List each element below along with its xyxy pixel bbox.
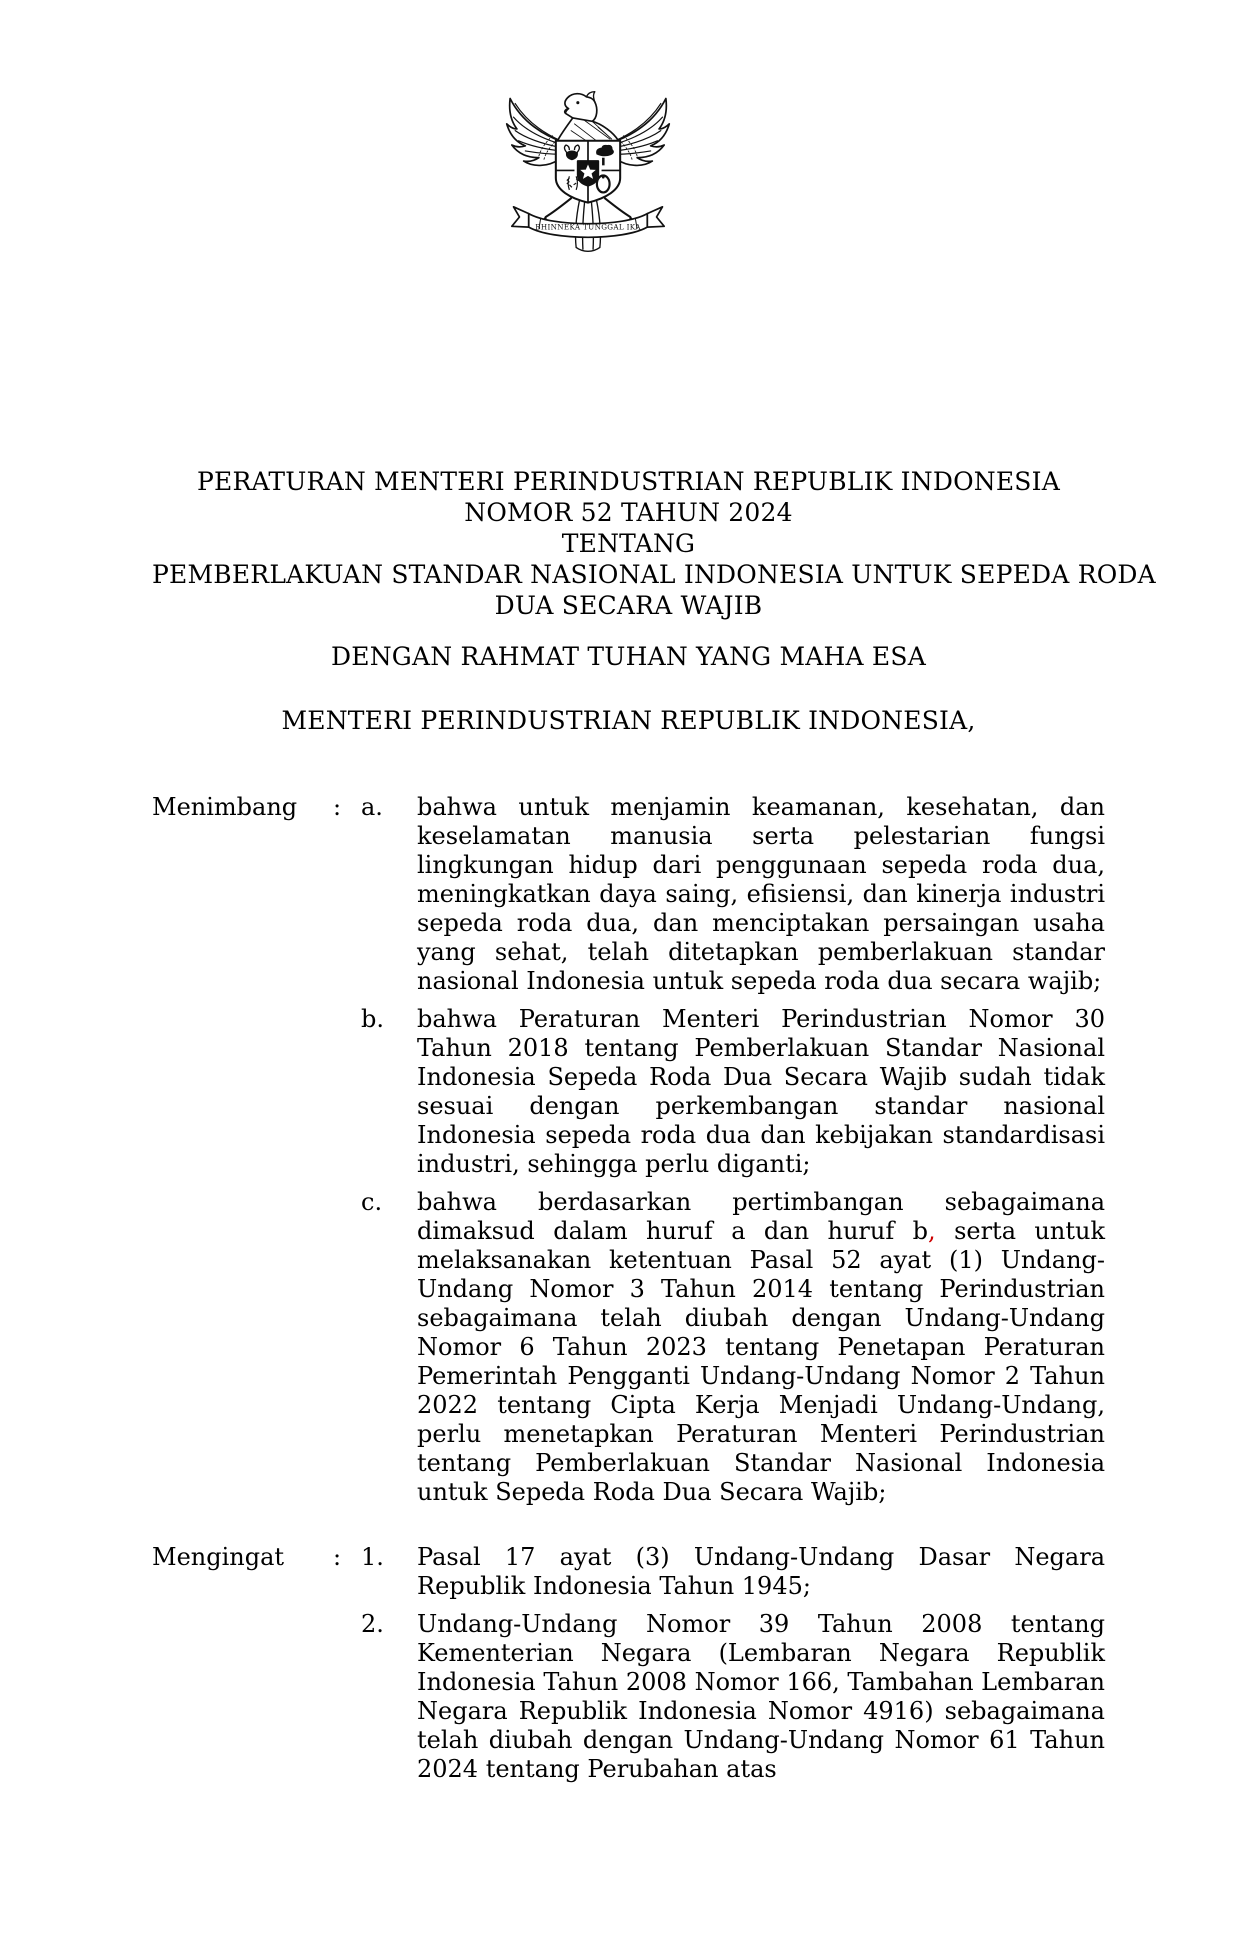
item-marker: a. xyxy=(361,793,383,821)
menimbang-label: Menimbang xyxy=(152,793,298,821)
menimbang-items xyxy=(361,793,1105,1507)
title-line-4: PEMBERLAKUAN STANDAR NASIONAL INDONESIA UNTUK SEPEDA RODA xyxy=(152,560,1156,589)
title-line-2: NOMOR 52 TAHUN 2024 xyxy=(464,498,793,527)
item-text: Pasal 17 ayat (3) Undang-Undang Dasar Negara Republik Indonesia Tahun 1945; xyxy=(417,1543,1105,1600)
title-line-3: TENTANG xyxy=(561,529,696,558)
item-marker: 2. xyxy=(361,1610,384,1638)
authority-line: MENTERI PERINDUSTRIAN REPUBLIK INDONESIA, xyxy=(281,706,976,735)
item-text-segment: bahwa berdasarkan pertimbangan sebagaimana dimaksud dalam huruf a dan huruf b xyxy=(417,1188,1105,1245)
title-line-5: DUA SECARA WAJIB xyxy=(494,591,763,620)
garuda-icon xyxy=(503,90,673,272)
red-comma: , xyxy=(928,1217,936,1245)
section-mengingat xyxy=(152,1543,1105,1784)
menimbang-item-b xyxy=(361,1005,1105,1179)
item-text xyxy=(417,1188,1105,1507)
section-menimbang xyxy=(152,793,1105,1507)
mengingat-items xyxy=(361,1543,1105,1784)
item-text: bahwa untuk menjamin keamanan, kesehatan, dan keselamatan manusia serta pelestarian fungsi lingkungan hidup dari penggunaan sepeda roda dua, meningkatkan daya saing, efisiensi, dan kinerja industri sepeda roda dua, dan menciptakan persaingan usaha yang sehat, telah ditetapkan pemberlakuan standar nasional Indonesia untuk sepeda roda dua secara wajib; xyxy=(417,793,1105,995)
regulation-title xyxy=(152,466,1156,621)
mengingat-item-1 xyxy=(361,1543,1105,1601)
mengingat-label: Mengingat xyxy=(152,1543,285,1571)
item-text: Undang-Undang Nomor 39 Tahun 2008 tentang Kementerian Negara (Lembaran Negara Republik Indonesia Tahun 2008 Nomor 166, Tambahan Lembaran Negara Republik Indonesia Nomor 4916) sebagaimana telah diubah dengan Undang-Undang Nomor 61 Tahun 2024 tentang Perubahan atas xyxy=(417,1610,1105,1783)
item-marker: c. xyxy=(361,1188,383,1216)
mengingat-colon: : xyxy=(333,1543,342,1571)
document-body xyxy=(152,793,1105,1784)
item-text: bahwa Peraturan Menteri Perindustrian Nomor 30 Tahun 2018 tentang Pemberlakuan Standar Nasional Indonesia Sepeda Roda Dua Secara Wajib sudah tidak sesuai dengan perkembangan standar nasional Indonesia sepeda roda dua dan kebijakan standardisasi industri, sehingga perlu diganti; xyxy=(417,1005,1105,1178)
item-marker: b. xyxy=(361,1005,384,1033)
title-line-1: PERATURAN MENTERI PERINDUSTRIAN REPUBLIK INDONESIA xyxy=(197,467,1060,496)
garuda-pancasila-emblem xyxy=(503,90,673,272)
item-marker: 1. xyxy=(361,1543,384,1571)
menimbang-item-c xyxy=(361,1188,1105,1507)
invocation-line: DENGAN RAHMAT TUHAN YANG MAHA ESA xyxy=(331,642,926,671)
menimbang-item-a xyxy=(361,793,1105,996)
item-text-segment: serta untuk melaksanakan ketentuan Pasal 52 ayat (1) Undang-Undang Nomor 3 Tahun 2014 tentang Perindustrian sebagaimana telah diubah dengan Undang-Undang Nomor 6 Tahun 2023 tentang Penetapan Peraturan Pemerintah Pengganti Undang-Undang Nomor 2 Tahun 2022 tentang Cipta Kerja Menjadi Undang-Undang, perlu menetapkan Peraturan Menteri Perindustrian tentang Pemberlakuan Standar Nasional Indonesia untuk Sepeda Roda Dua Secara Wajib; xyxy=(417,1217,1105,1506)
menimbang-colon: : xyxy=(333,793,342,821)
mengingat-item-2 xyxy=(361,1610,1105,1784)
emblem-banner-text: BHINNEKA TUNGGAL IKA xyxy=(535,222,641,232)
